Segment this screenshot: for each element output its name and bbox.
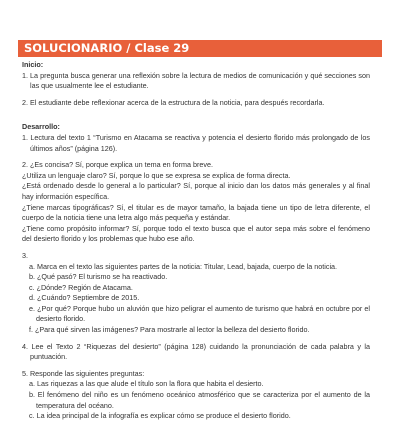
desarrollo-item-5-intro: 5. Responde las siguientes preguntas: xyxy=(22,368,145,378)
document-body xyxy=(22,58,370,422)
desarrollo-item-2-line: ¿Está ordenado desde lo general a lo particular? Sí, porque al inicio dan los datos más generales y al final hay información específica. xyxy=(22,181,370,201)
desarrollo-item-2-line: ¿Utiliza un lenguaje claro? Sí, porque lo que se expresa se explica de forma directa. xyxy=(22,170,291,180)
desarrollo-item-3-sub: a. Marca en el texto las siguientes partes de la noticia: Titular, Lead, bajada, cuerpo de la noticia. xyxy=(29,261,338,271)
section-heading-desarrollo: Desarrollo: xyxy=(22,122,60,132)
desarrollo-item-3-sub: b. ¿Qué pasó? El turismo se ha reactivado. xyxy=(29,272,168,282)
desarrollo-item-2-line: 2. ¿Es concisa? Sí, porque explica un tema en forma breve. xyxy=(22,160,213,170)
page-title: SOLUCIONARIO / Clase 29 xyxy=(18,40,382,57)
desarrollo-item-5-sub: c. La idea principal de la infografía es explicar cómo se produce el desierto florido. xyxy=(29,411,291,421)
desarrollo-item-3-sub: d. ¿Cuándo? Septiembre de 2015. xyxy=(29,293,140,303)
desarrollo-item-3-sub: f. ¿Para qué sirven las imágenes? Para mostrarle al lector la belleza del desierto florido. xyxy=(29,325,310,335)
desarrollo-item-3-sub: c. ¿Dónde? Región de Atacama. xyxy=(29,282,133,292)
desarrollo-item-5-sub: b. El fenómeno del niño es un fenómeno oceánico atmosférico que se caracteriza por el aumento de la temperatura del océano. xyxy=(29,390,370,410)
desarrollo-item-4: 4. Lee el Texto 2 “Riquezas del desierto” (página 128) cuidando la pronunciación de cada palabra y la puntuación. xyxy=(22,341,370,362)
inicio-item-2: 2. El estudiante debe reflexionar acerca de la estructura de la noticia, para después recordarla. xyxy=(22,97,325,107)
desarrollo-item-5-sub: a. Las riquezas a las que alude el título son la flora que habita el desierto. xyxy=(29,379,264,389)
desarrollo-item-3-sub: e. ¿Por qué? Porque hubo un aluvión que hizo peligrar el aumento de turismo que habrá en octubre por el desierto florido. xyxy=(29,303,370,324)
desarrollo-item-1: 1. Lectura del texto 1 “Turismo en Atacama se reactiva y potencia el desierto florido más prolongado de los últimos años” (página 126). xyxy=(22,132,370,153)
desarrollo-item-3-number: 3. xyxy=(22,250,28,260)
desarrollo-item-2-line: ¿Tiene marcas tipográficas? Sí, el titular es de mayor tamaño, la bajada tiene un tipo de letra diferente, el cuerpo de la noticia tiene una letra algo más pequeña y estándar. xyxy=(22,202,370,223)
section-heading-inicio: Inicio: xyxy=(22,60,44,69)
desarrollo-item-2-line: ¿Tiene como propósito informar? Sí, porque todo el texto busca que el autor sepa más sobre el fenómeno del desierto florido y los problemas que hubo ese año. xyxy=(22,223,370,244)
inicio-item-1: 1. La pregunta busca generar una reflexión sobre la lectura de medios de comunicación y qué secciones son las que usualmente lee el estudiante. xyxy=(22,70,370,91)
